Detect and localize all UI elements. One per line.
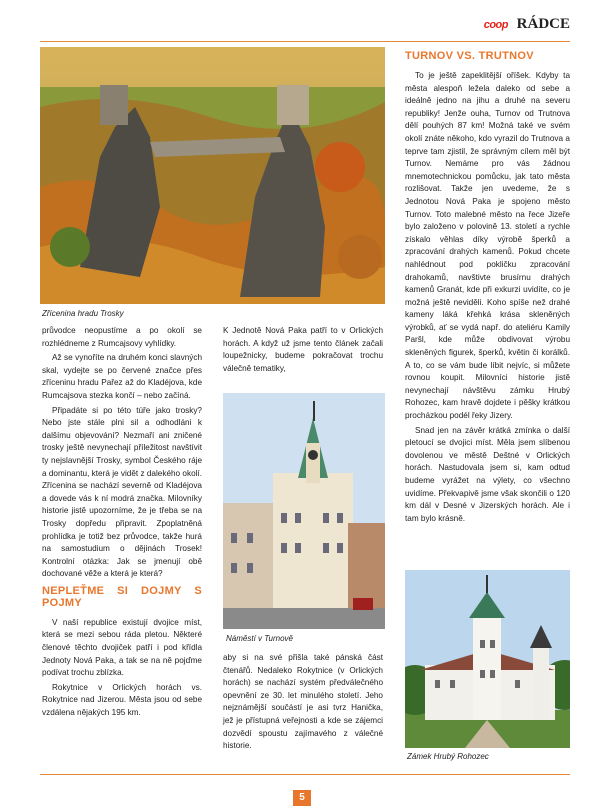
turnov-square-photo [223, 393, 385, 629]
turnov-caption: Náměstí v Turnově [226, 634, 293, 643]
hruby-rohozec-caption: Zámek Hrubý Rohozec [407, 752, 489, 761]
page-header [40, 16, 570, 38]
col3-paragraph: To je ještě zapeklitější oříšek. Kdyby ta města alespoň ležela daleko od sebe a ideálně jedno na jihu a druhé na severu republiky! Jenže ouha, Turnov od Trutnova dělí pouhých 87 km! Možná také ve svém okolí znáte někoho, kdo vyrazil do Trutnova a teprve tam zjistil, že správným cílem měl být Turnov. Nemáme pro vás žádnou mnemotechnickou pomůcku, jak tato města rozlišovat. Takže jen uvedeme, že s Jednotou Nová Paka je spojeno město Turnov. Toto malebné město na řece Jizeře bylo založeno v polovině 13. století a rychle získalo věhlas díky výrobě šperků a zpracování drahých kamenů. Pokud chcete nahlédnout pod pokličku zpracování drahokamů, navštivte brusírnu drahých kamenů Granát, kde při exkurzi uvidíte, co je možná ještě neviděli. Koho spíše než drahé kameny láká křehká krása skleněných výrobků, ať se vydá např. do ateliéru Kamily Paršl, kde může obdivovat výrobu skleněných figurek, šperků, květin či korálků. A to, co se vám bude líbit nejvíc, si můžete rovnou koupit. Milovníci historie jistě nevynechají návštěvu zámku Hrubý Rohozec, kam hravě dojdete i pěšky krátkou procházkou podél řeky Jizery. [405, 71, 570, 421]
col1-paragraph: Až se vynoříte na druhém konci slavných skal, vydejte se po červené značce přes zříceninu hradu Pařez až do Kladéjova, kde Rumcajsova stezka končí – nebo začíná. [42, 353, 202, 400]
section-heading-turnov: TURNOV VS. TRUTNOV [405, 50, 534, 62]
col3-paragraph: Snad jen na závěr krátká zmínka o další pletoucí se dvojici míst. Měla jsem slíbenou dovolenou ve městě Deštné v Orlických horách. Nastudovala jsem si, kam odtud budeme vyrážet na výlety, co všechno uvidíme. Překvapivě jsme však skončili o 120 km dál v Desné v Jizerských horách. Ale i tam bylo krásně. [405, 425, 570, 523]
column-2 [223, 325, 383, 377]
section-heading-pojmy: NEPLEŤME SI DOJMY S POJMY [42, 584, 202, 609]
magazine-title: RÁDCE [516, 16, 570, 32]
page-number: 5 [293, 790, 311, 806]
trosky-castle-photo [40, 47, 385, 304]
column-1 [42, 325, 202, 722]
coop-logo: coop [483, 19, 508, 31]
header-rule [40, 41, 570, 42]
col1-paragraph: Rokytnice v Orlických horách vs. Rokytnice nad Jizerou. Města jsou od sebe vzdálena nějakých 195 km. [42, 682, 202, 718]
col1-paragraph: Připadáte si po této túře jako trosky? Nebo jste stále plni sil a odhodláni k dalšímu objevování? Nezmaří ani zničené trosky ještě nevynechají příležitost navštívit ty nejslavnější Trosky, symbol Českého ráje a dominantu, která je vidět z dalekého okolí. Zřícenina se nachází severně od Kladéjova a dovede vás k ní modrá značka. Milovníky historie jistě upozorníme, že je třeba se na Trosky dopředu připravit. Zpoplatněná prohlídka je totiž bez průvodce, takže hurá na samostudium o dějinách Trosek! Kontrolní otázka: Jak se jmenují obě dochované věže a která je která? [42, 405, 202, 579]
col1-paragraph: V naší republice existují dvojice míst, která se mezi sebou ráda pletou. Některé členové těchto dvojiček patří i pod křídla Jednoty Nová Paka, a tak se na ně pojďme podívat trochu zblízka. [42, 617, 202, 678]
column-3 [405, 50, 570, 527]
col1-paragraph: průvodce neopustíme a po okolí se rozhlédneme z Rumcajsovy vyhlídky. [42, 326, 202, 348]
column-2-lower [223, 652, 383, 755]
col2-paragraph: K Jednotě Nová Paka patří to v Orlických horách. A když už jsme tento článek začali loupežnicky, budeme pokračovat trochu válečně tematiky, [223, 326, 383, 373]
trosky-caption: Zřícenina hradu Trosky [42, 309, 124, 318]
hruby-rohozec-photo [405, 570, 570, 748]
col2-paragraph: aby si na své přišla také pánská část čtenářů. Nedaleko Rokytnice (v Orlických horách) se nachází systém předválečného opevnění ze 30. let minulého století. Jeho nejznámější součástí je asi tvrz Hanička, jež je přístupná veřejnosti a kde se zájemci dozvědí spoustu zajímavého z válečné historie. [223, 653, 383, 751]
footer-rule [40, 774, 570, 775]
